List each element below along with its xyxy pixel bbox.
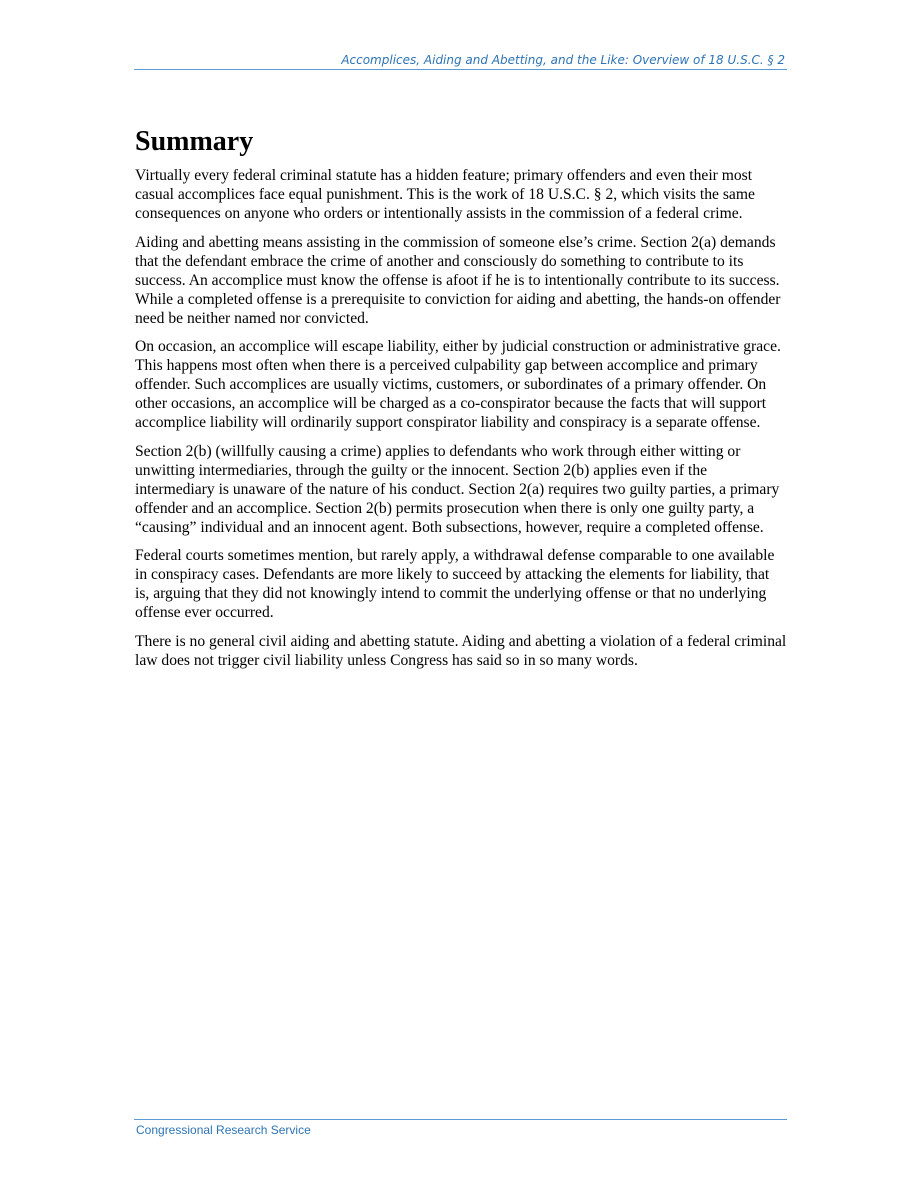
footer-organization: Congressional Research Service (136, 1123, 311, 1137)
summary-paragraph: Section 2(b) (willfully causing a crime) applies to defendants who work through either witting or unwitting intermediaries, through the guilty or the innocent. Section 2(b) applies even if the intermediary is unaware of the nature of his conduct. Section 2(a) requires two guilty parties, a primary offender and an accomplice. Section 2(b) permits prosecution when there is only one guilty party, a “causing” individual and an innocent agent. Both subsections, however, require a completed offense. (135, 442, 780, 536)
document-body (135, 122, 787, 680)
running-header-title: Accomplices, Aiding and Abetting, and the Like: Overview of 18 U.S.C. § 2 (341, 53, 785, 67)
running-header (134, 52, 787, 70)
summary-paragraph: Federal courts sometimes mention, but rarely apply, a withdrawal defense comparable to one available in conspiracy cases. Defendants are more likely to succeed by attacking the elements for liability, that is, arguing that they did not knowingly intend to commit the underlying offense or that no underlying offense ever occurred. (135, 547, 775, 622)
summary-paragraph: On occasion, an accomplice will escape liability, either by judicial construction or administrative grace. This happens most often when there is a perceived culpability gap between accomplice and primary offender. Such accomplices are usually victims, customers, or subordinates of a primary offender. On other occasions, an accomplice will be charged as a co-conspirator because the facts that will support accomplice liability will ordinarily support conspirator liability and conspiracy is a separate offense. (135, 338, 781, 432)
summary-paragraph: There is no general civil aiding and abetting statute. Aiding and abetting a violation of a federal criminal law does not trigger civil liability unless Congress has said so in so many words. (135, 632, 787, 669)
summary-paragraph: Aiding and abetting means assisting in the commission of someone else’s crime. Section 2(a) demands that the defendant embrace the crime of another and consciously do something to contribute to its success. An accomplice must know the offense is afoot if he is to intentionally contribute to its success. While a completed offense is a prerequisite to conviction for aiding and abetting, the hands-on offender need be neither named nor convicted. (135, 233, 781, 327)
summary-paragraph: Virtually every federal criminal statute has a hidden feature; primary offenders and even their most casual accomplices face equal punishment. This is the work of 18 U.S.C. § 2, which visits the same consequences on anyone who orders or intentionally assists in the commission of a federal crime. (135, 167, 755, 222)
section-title: Summary (135, 126, 254, 157)
running-footer (134, 1119, 787, 1137)
